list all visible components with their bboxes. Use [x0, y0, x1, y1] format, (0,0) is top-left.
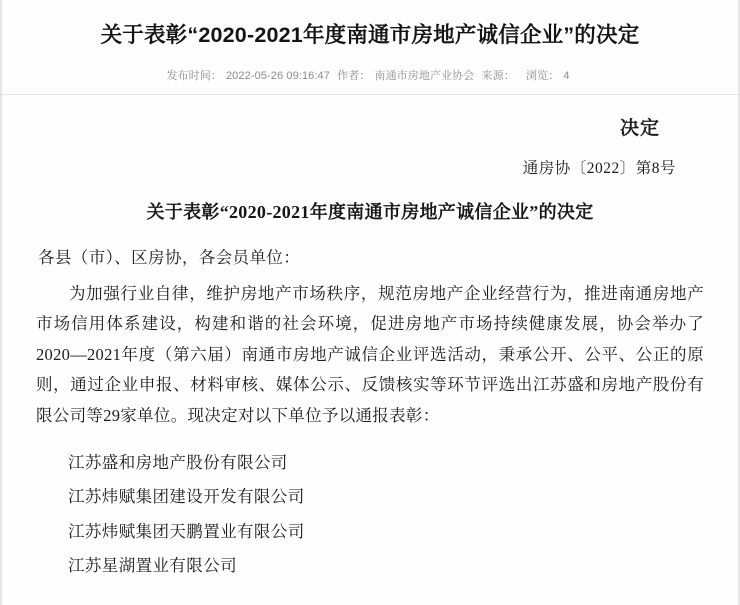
company-list — [36, 446, 704, 585]
article-meta — [0, 67, 740, 83]
list-item: 江苏炜赋集团天鹏置业有限公司 — [68, 521, 305, 541]
document-type-heading: 决定 — [619, 117, 660, 139]
publish-time-label: 发布时间： — [166, 69, 222, 82]
list-item: 江苏炜赋集团建设开发有限公司 — [68, 487, 305, 507]
author-label: 作者： — [337, 69, 371, 82]
views-value: 4 — [563, 69, 570, 82]
publish-time-value: 2022-05-26 09:16:47 — [225, 69, 330, 82]
document-number: 通房协〔2022〕第8号 — [522, 159, 676, 177]
list-item: 江苏星湖置业有限公司 — [68, 556, 237, 576]
author-value: 南通市房地产业协会 — [374, 69, 475, 82]
document-paragraph: 为加强行业自律，维护房地产市场秩序，规范房地产企业经营行为，推进南通房地产市场信用体系建设，构建和谐的社会环境，促进房地产市场持续健康发展，协会举办了2020—2021年度（第六届）南通市房地产诚信企业评选活动，秉承公开、公平、公正的原则，通过企业申报、材料审核、媒体公示、反馈核实等环节评选出江苏盛和房地产股份有限公司等29家单位。现决定对以下单位予以通报表彰： — [36, 283, 704, 425]
source-label: 来源： — [481, 69, 515, 82]
document-salutation: 各县（市）、区房协，各会员单位： — [38, 247, 301, 267]
meta-divider — [0, 94, 740, 95]
document-body — [0, 113, 740, 584]
views-label: 浏览： — [526, 69, 560, 82]
document-subject-title: 关于表彰“2020-2021年度南通市房地产诚信企业”的决定 — [146, 201, 594, 222]
list-item: 江苏盛和房地产股份有限公司 — [68, 452, 288, 472]
page-title: 关于表彰“2020-2021年度南通市房地产诚信企业”的决定 — [100, 23, 640, 47]
